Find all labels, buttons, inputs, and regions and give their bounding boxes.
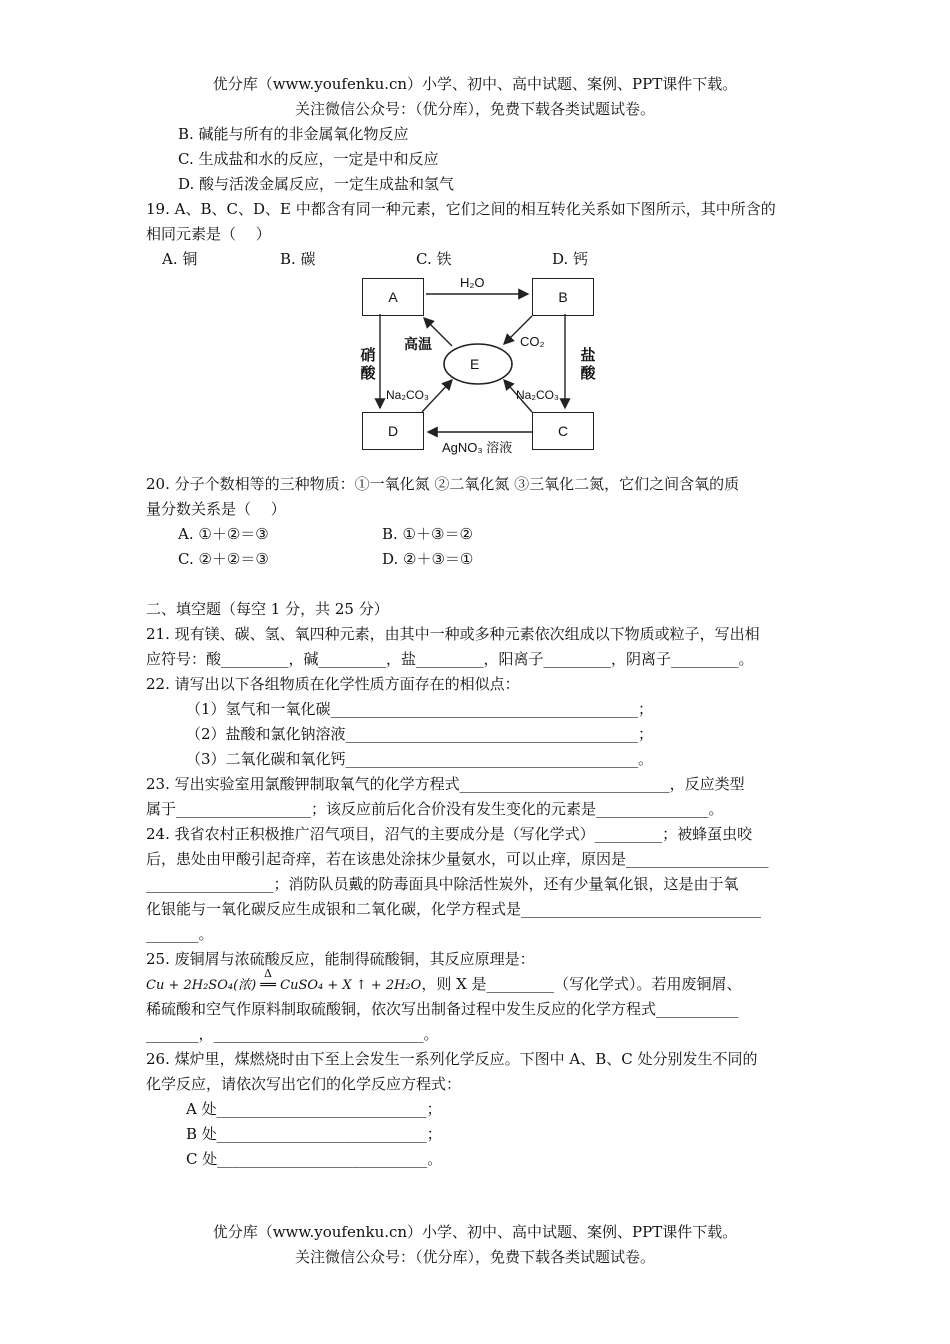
q18-option-c: C. 生成盐和水的反应，一定是中和反应 [178,150,439,168]
q20-option-b: B. ①＋③＝② [382,525,473,543]
q25-stem-1: 25. 废铜屑与浓硫酸反应，能制得硫酸铜，其反应原理是： [146,950,535,968]
q23-stem-1: 23. 写出实验室用氯酸钾制取氧气的化学方程式____________________________，反应类型 [146,775,745,793]
q19-option-a: A. 铜 [162,250,198,268]
q19-option-b: B. 碳 [280,250,316,268]
q22-stem: 22. 请写出以下各组物质在化学性质方面存在的相似点： [146,675,520,693]
header-line-1: 优分库（www.youfenku.cn）小学、初中、高中试题、案例、PPT课件下载。 [212,75,738,93]
q20-stem-2: 量分数关系是（ ） [146,500,286,518]
footer-line-2: 关注微信公众号：（优分库），免费下载各类试题试卷。 [294,1248,655,1266]
label-co2: CO₂ [520,334,545,349]
q19-option-c: C. 铁 [416,250,452,268]
label-gaowen: 高温 [404,336,432,352]
label-agno3: AgNO₃ 溶液 [442,440,513,455]
q25-equation-line [146,967,742,996]
node-d: D [362,412,424,450]
node-e-label: E [470,356,480,372]
q23-stem-2: 属于__________________；该反应前后化合价没有发生变化的元素是_______________。 [146,800,724,818]
label-na2co3-right: Na₂CO₃ [516,388,559,402]
q18-option-b: B. 碱能与所有的非金属氧化物反应 [178,125,409,143]
q24-stem-5: _______。 [146,925,214,943]
q19-option-d: D. 钙 [552,250,589,268]
header-line-2: 关注微信公众号：（优分库），免费下载各类试题试卷。 [294,100,655,118]
q26-item-c: C 处____________________________。 [186,1150,443,1168]
node-a: A [362,278,424,316]
q25-formula: Cu + 2H₂SO₄(浓) ══ CuSO₄ + X ↑ + 2H₂O [146,978,422,993]
q26-stem-1: 26. 煤炉里，煤燃烧时由下至上会发生一系列化学反应。下图中 A、B、C 处分别发生不同的 [146,1050,758,1068]
q24-stem-4: 化银能与一氧化碳反应生成银和二氧化碳，化学方程式是________________________________ [146,900,762,918]
label-xiao: 硝 [360,346,376,364]
q26-item-b: B 处____________________________； [186,1125,442,1143]
q22-item-1: （1）氢气和一氧化碳_________________________________________； [186,700,654,718]
q20-option-a: A. ①＋②＝③ [178,525,269,543]
q18-option-d: D. 酸与活泼金属反应，一定生成盐和氢气 [178,175,455,193]
footer-line-1: 优分库（www.youfenku.cn）小学、初中、高中试题、案例、PPT课件下载。 [212,1223,738,1241]
q26-item-a: A 处____________________________； [186,1100,442,1118]
q24-stem-3: _________________；消防队员戴的防毒面具中除活性炭外，还有少量氧化银，这是由于氧 [146,875,739,893]
q20-option-d: D. ②＋③＝① [382,550,474,568]
q24-stem-1: 24. 我省农村正积极推广沼气项目，沼气的主要成分是（写化学式）_________；被蜂虿虫咬 [146,825,753,843]
q21-stem-2: 应符号：酸_________，碱_________，盐_________，阳离子_________，阴离子_________。 [146,650,754,668]
q19-stem-2: 相同元素是（ ） [146,225,271,243]
q20-option-c: C. ②＋②＝③ [178,550,269,568]
node-c: C [532,412,594,450]
node-b: B [532,278,594,316]
label-suan-right: 酸 [580,364,596,382]
q21-stem-1: 21. 现有镁、碳、氢、氧四种元素，由其中一种或多种元素依次组成以下物质或粒子，写出相 [146,625,760,643]
label-suan-left: 酸 [360,364,376,382]
q22-item-2: （2）盐酸和氯化钠溶液_______________________________________； [186,725,654,743]
q22-item-3: （3）二氧化碳和氧化钙_______________________________________。 [186,750,654,768]
q24-stem-2: 后，患处由甲酸引起奇痒，若在该患处涂抹少量氨水，可以止痒，原因是___________________ [146,850,769,868]
q25-stem-3: 稀硫酸和空气作原料制取硫酸铜，依次写出制备过程中发生反应的化学方程式___________ [146,1000,739,1018]
label-yan: 盐 [580,346,596,364]
q25-equation [146,967,422,996]
q25-stem-2: ，则 X 是_________（写化学式）。若用废铜屑、 [421,975,742,993]
q19-transformation-diagram [360,272,600,462]
q19-stem-1: 19. A、B、C、D、E 中都含有同一种元素，它们之间的相互转化关系如下图所示，其中所含的 [146,200,776,218]
q25-stem-4: _______，____________________________。 [146,1025,439,1043]
label-na2co3-left: Na₂CO₃ [386,388,429,402]
q25-delta: Δ [264,967,272,980]
label-h2o: H₂O [460,275,485,290]
q26-stem-2: 化学反应，请依次写出它们的化学反应方程式： [146,1075,462,1093]
q20-stem-1: 20. 分子个数相等的三种物质：①一氧化氮 ②二氧化氮 ③三氧化二氮，它们之间含氧的质 [146,475,740,493]
section-2-title: 二、填空题（每空 1 分，共 25 分） [146,600,389,618]
